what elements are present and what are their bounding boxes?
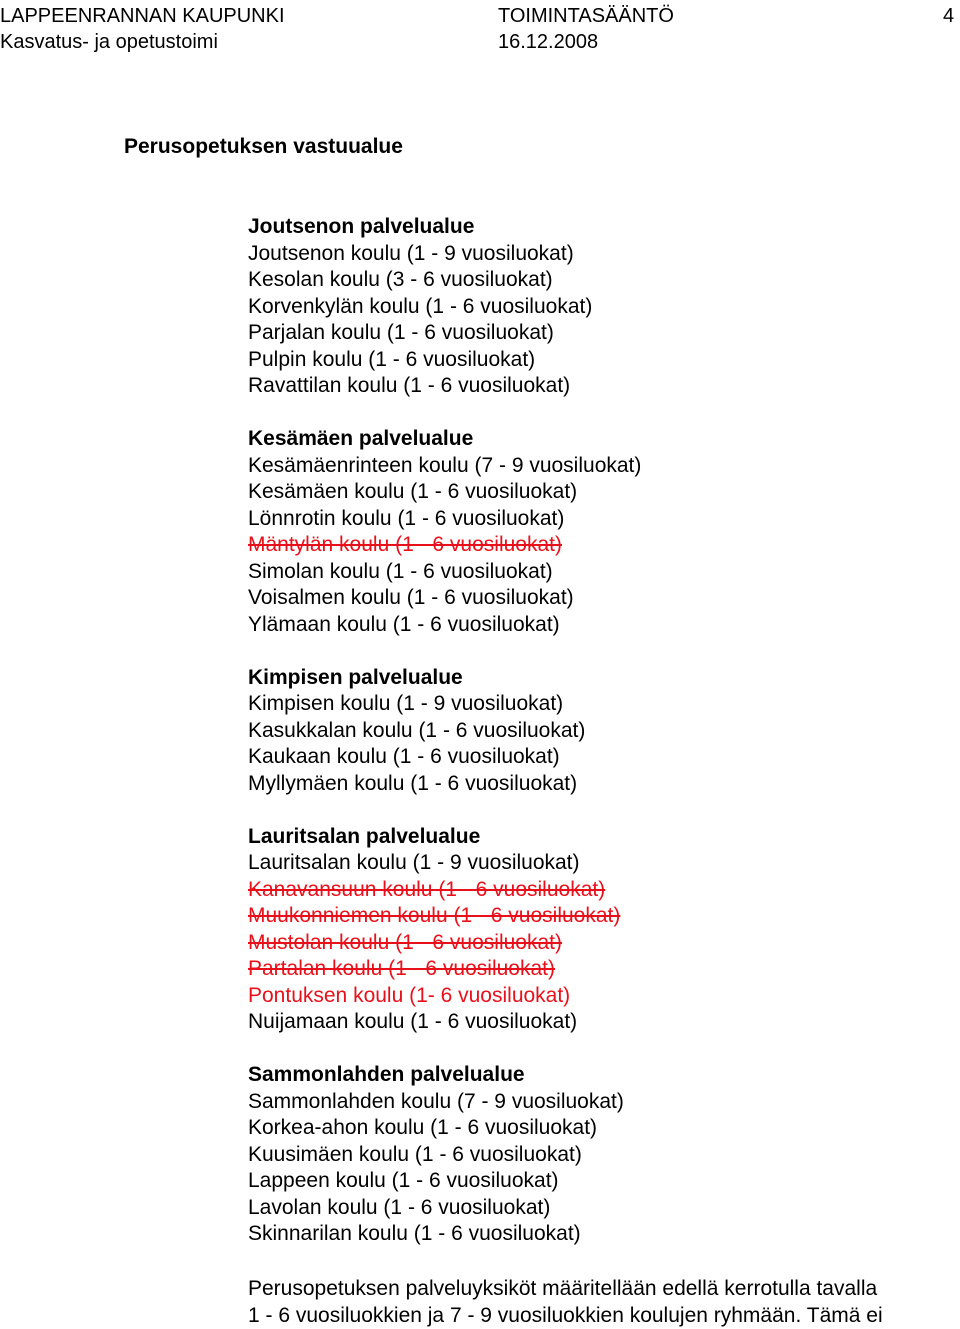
section-title: Joutsenon palvelualue: [248, 215, 475, 238]
school-item: Kesämäenrinteen koulu (7 - 9 vuosiluokat): [248, 453, 642, 477]
school-item: Simolan koulu (1 - 6 vuosiluokat): [248, 559, 553, 583]
school-item: Kuusimäen koulu (1 - 6 vuosiluokat): [248, 1142, 582, 1166]
school-item-deleted: Mäntylän koulu (1 - 6 vuosiluokat): [248, 533, 562, 556]
footer-paragraph: [248, 1276, 960, 1329]
school-item-deleted: Mustolan koulu (1 - 6 vuosiluokat): [248, 930, 562, 954]
header-department: Kasvatus- ja opetustoimi: [0, 31, 218, 53]
school-item: Voisalmen koulu (1 - 6 vuosiluokat): [248, 586, 574, 609]
school-item: Ravattilan koulu (1 - 6 vuosiluokat): [248, 374, 571, 397]
school-item-deleted: Muukonniemen koulu (1 - 6 vuosiluokat): [248, 904, 621, 927]
school-item: Sammonlahden koulu (7 - 9 vuosiluokat): [248, 1089, 624, 1113]
school-item: Kesämäen koulu (1 - 6 vuosiluokat): [248, 480, 578, 503]
school-item: Korvenkylän koulu (1 - 6 vuosiluokat): [248, 294, 593, 318]
section-title: Lauritsalan palvelualue: [248, 824, 481, 848]
school-item: Parjalan koulu (1 - 6 vuosiluokat): [248, 321, 554, 344]
section-title: Sammonlahden palvelualue: [248, 1063, 525, 1086]
header-page-number: 4: [943, 5, 955, 27]
service-area-section: [248, 824, 960, 1036]
school-item: Joutsenon koulu (1 - 9 vuosiluokat): [248, 241, 574, 265]
school-item: Lauritsalan koulu (1 - 9 vuosiluokat): [248, 851, 580, 874]
school-item: Ylämaan koulu (1 - 6 vuosiluokat): [248, 612, 560, 636]
school-item: Myllymäen koulu (1 - 6 vuosiluokat): [248, 771, 578, 795]
school-item: Pulpin koulu (1 - 6 vuosiluokat): [248, 347, 536, 371]
school-item: Nuijamaan koulu (1 - 6 vuosiluokat): [248, 1010, 578, 1033]
section-title: Kimpisen palvelualue: [248, 665, 463, 689]
school-item: Kaukaan koulu (1 - 6 vuosiluokat): [248, 745, 560, 768]
header-doc-type: TOIMINTASÄÄNTÖ: [498, 5, 674, 27]
school-item: Lavolan koulu (1 - 6 vuosiluokat): [248, 1195, 551, 1219]
school-item-inserted: Pontuksen koulu (1- 6 vuosiluokat): [248, 983, 571, 1007]
school-item: Kimpisen koulu (1 - 9 vuosiluokat): [248, 692, 564, 715]
school-item-deleted: Partalan koulu (1 - 6 vuosiluokat): [248, 957, 555, 980]
service-area-section: [248, 1062, 960, 1248]
footer-line: 1 - 6 vuosiluokkien ja 7 - 9 vuosiluokkien koulujen ryhmään. Tämä ei: [248, 1303, 883, 1327]
footer-line: Perusopetuksen palveluyksiköt määritellään edellä kerrotulla tavalla: [248, 1277, 878, 1300]
school-item: Kesolan koulu (3 - 6 vuosiluokat): [248, 268, 553, 291]
school-item: Kasukkalan koulu (1 - 6 vuosiluokat): [248, 718, 586, 742]
service-area-section: [248, 665, 960, 798]
header-date: 16.12.2008: [498, 31, 599, 53]
school-item-deleted: Kanavansuun koulu (1 - 6 vuosiluokat): [248, 877, 606, 901]
school-item: Skinnarilan koulu (1 - 6 vuosiluokat): [248, 1222, 581, 1245]
page-title: Perusopetuksen vastuualue: [124, 135, 403, 158]
service-area-section: [248, 426, 960, 638]
school-item: Lappeen koulu (1 - 6 vuosiluokat): [248, 1169, 559, 1192]
section-title: Kesämäen palvelualue: [248, 427, 474, 450]
school-item: Korkea-ahon koulu (1 - 6 vuosiluokat): [248, 1116, 598, 1139]
service-area-section: [248, 214, 960, 400]
school-item: Lönnrotin koulu (1 - 6 vuosiluokat): [248, 506, 565, 530]
service-areas: [248, 214, 960, 1274]
header-org: LAPPEENRANNAN KAUPUNKI: [0, 5, 285, 27]
